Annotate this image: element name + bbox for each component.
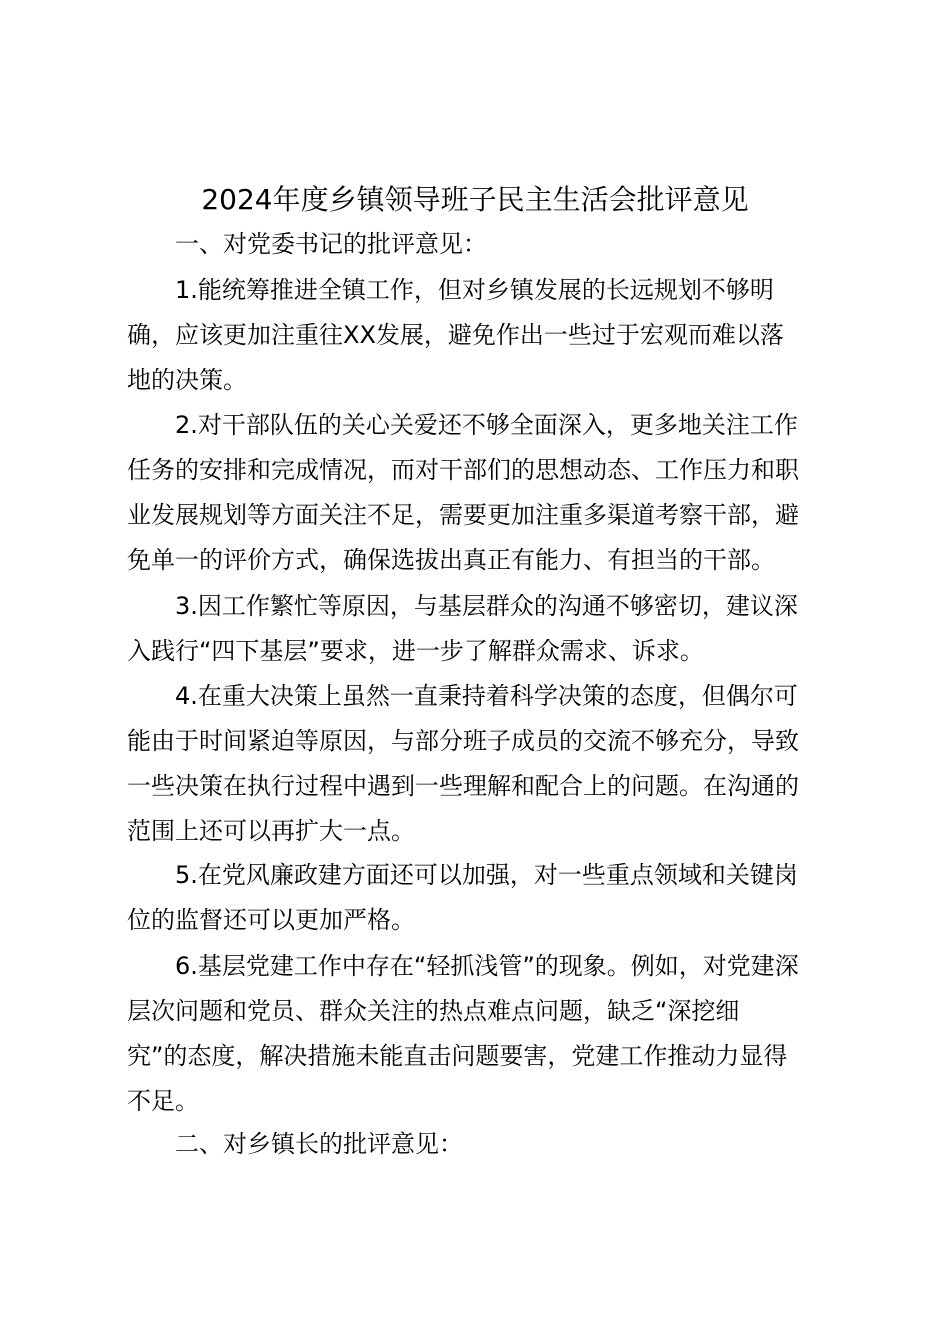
paragraph-line: 2.对干部队伍的关心关爱还不够全面深入，更多地关注工作 bbox=[175, 411, 798, 439]
paragraph-line: 不足。 bbox=[127, 1087, 199, 1115]
paragraph-line: 究”的态度，解决措施未能直击问题要害，党建工作推动力显得 bbox=[127, 1042, 788, 1070]
paragraph-line: 位的监督还可以更加严格。 bbox=[127, 906, 415, 934]
document-title: 2024年度乡镇领导班子民主生活会批评意见 bbox=[201, 183, 749, 216]
paragraph-line: 范围上还可以再扩大一点。 bbox=[127, 817, 415, 845]
paragraph-line: 一些决策在执行过程中遇到一些理解和配合上的问题。在沟通的 bbox=[127, 772, 799, 800]
paragraph-line: 1.能统筹推进全镇工作，但对乡镇发展的长远规划不够明 bbox=[175, 276, 774, 304]
paragraph-line: 确，应该更加注重往XX发展，避免作出一些过于宏观而难以落 bbox=[127, 321, 784, 349]
paragraph-line: 3.因工作繁忙等原因，与基层群众的沟通不够密切，建议深 bbox=[175, 592, 798, 620]
paragraph-line: 任务的安排和完成情况，而对干部们的思想动态、工作压力和职 bbox=[127, 456, 799, 484]
paragraph-line: 入践行“四下基层”要求，进一步了解群众需求、诉求。 bbox=[127, 637, 704, 665]
paragraph-line: 层次问题和党员、群众关注的热点难点问题，缺乏“深挖细 bbox=[127, 997, 740, 1025]
section-heading-party-secretary: 一、对党委书记的批评意见： bbox=[175, 230, 487, 258]
paragraph-line: 免单一的评价方式，确保选拔出真正有能力、有担当的干部。 bbox=[127, 546, 775, 574]
paragraph-line: 4.在重大决策上虽然一直秉持着科学决策的态度，但偶尔可 bbox=[175, 682, 798, 710]
paragraph-line: 能由于时间紧迫等原因，与部分班子成员的交流不够充分，导致 bbox=[127, 727, 799, 755]
paragraph-line: 5.在党风廉政建方面还可以加强，对一些重点领域和关键岗 bbox=[175, 861, 798, 889]
section-heading-township-head: 二、对乡镇长的批评意见： bbox=[175, 1130, 463, 1158]
paragraph-line: 地的决策。 bbox=[127, 366, 247, 394]
paragraph-line: 6.基层党建工作中存在“轻抓浅管”的现象。例如，对党建深 bbox=[175, 952, 799, 980]
paragraph-line: 业发展规划等方面关注不足，需要更加注重多渠道考察干部，避 bbox=[127, 501, 799, 529]
